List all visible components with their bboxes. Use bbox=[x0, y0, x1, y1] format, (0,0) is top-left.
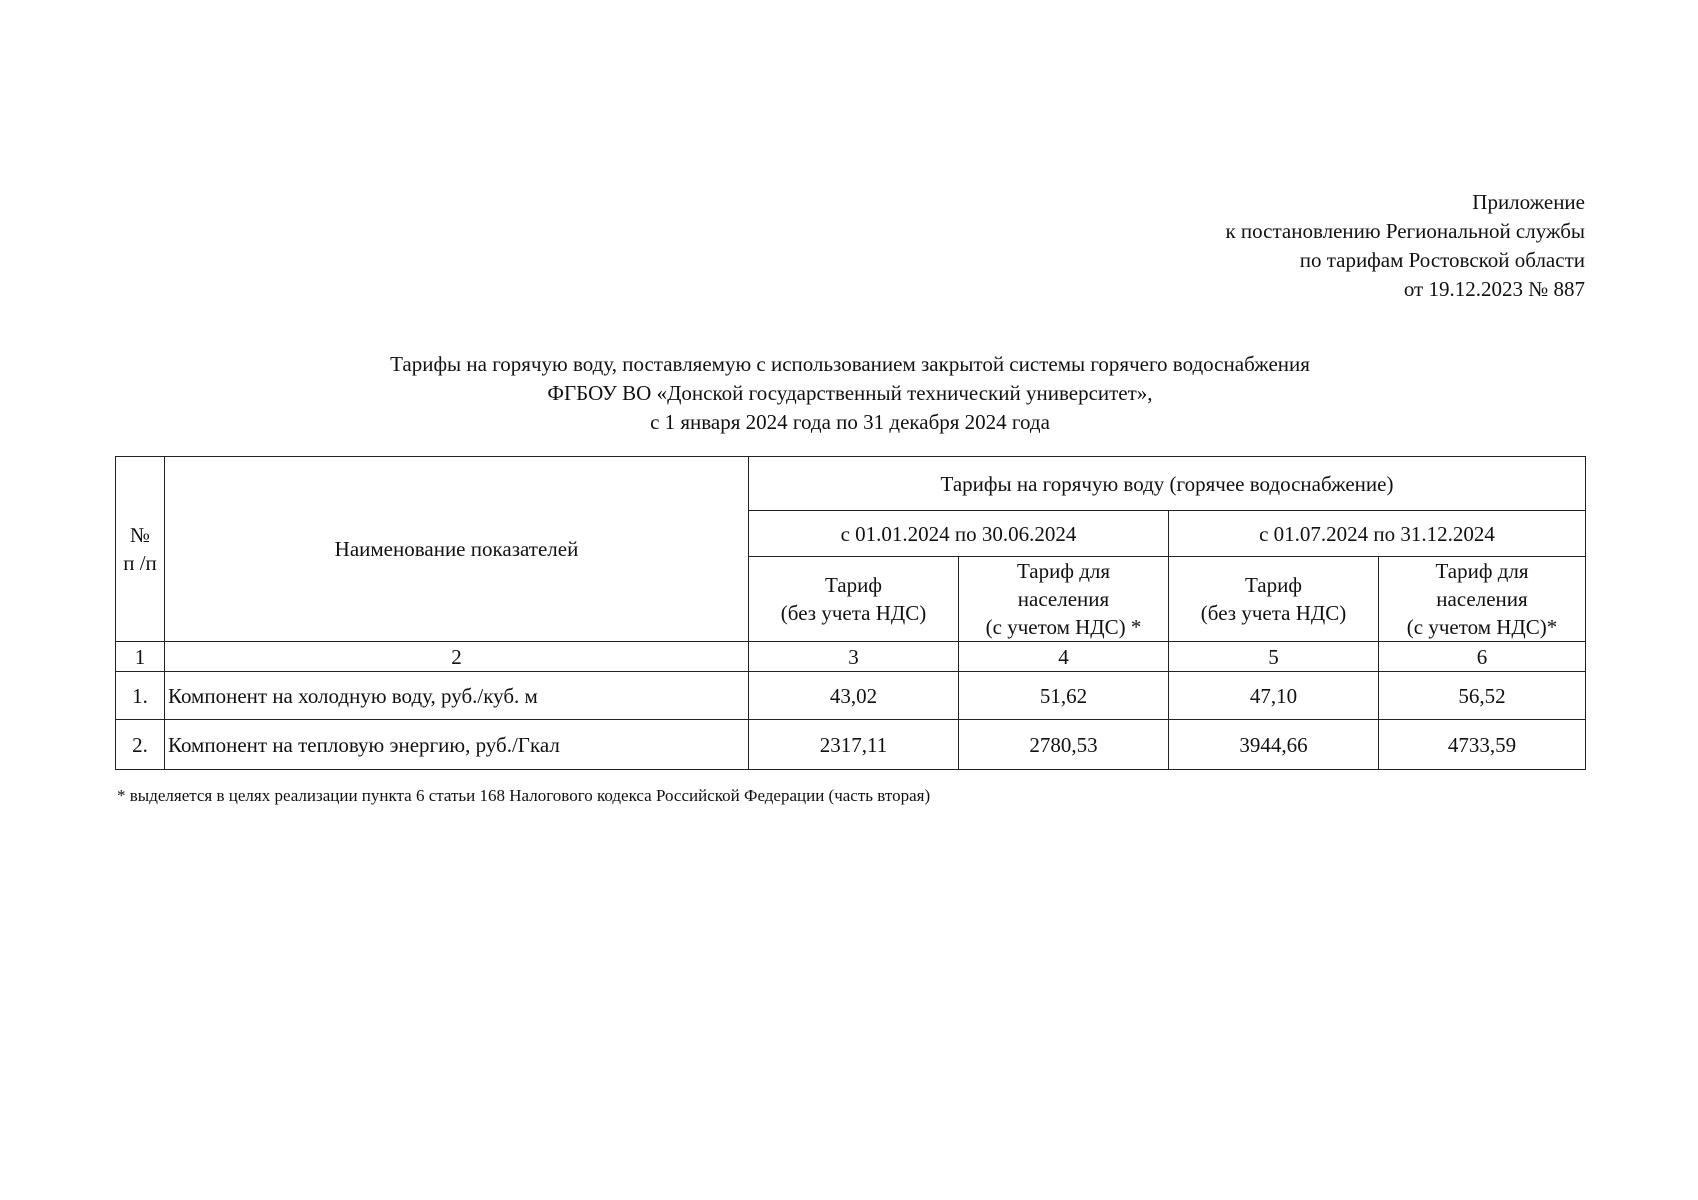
table-row bbox=[116, 720, 1586, 770]
row-value: 2317,11 bbox=[749, 720, 959, 770]
column-number-cell: 2 bbox=[165, 642, 749, 672]
appendix-line-4: от 19.12.2023 № 887 bbox=[1403, 277, 1585, 301]
column-number-cell: 1 bbox=[116, 642, 165, 672]
footnote: * выделяется в целях реализации пункта 6 статьи 168 Налогового кодекса Российской Федерации (часть вторая) bbox=[117, 786, 931, 805]
header-name: Наименование показателей bbox=[165, 457, 749, 642]
header-col-6-line-1: Тариф для bbox=[1435, 559, 1529, 583]
row-value: 43,02 bbox=[749, 672, 959, 720]
header-group: Тарифы на горячую воду (горячее водоснабжение) bbox=[749, 457, 1586, 511]
document-title bbox=[115, 350, 1585, 437]
header-number-symbol: № bbox=[129, 523, 151, 547]
header-col-3-line-1: Тариф bbox=[825, 573, 882, 597]
header-col-5-line-1: Тариф bbox=[1245, 573, 1302, 597]
title-line-2: ФГБОУ ВО «Донской государственный технический университет», bbox=[547, 381, 1153, 405]
header-col-4-line-1: Тариф для bbox=[1016, 559, 1111, 583]
appendix-block bbox=[1225, 188, 1585, 304]
header-col-4 bbox=[959, 557, 1169, 642]
header-col-3-line-2: (без учета НДС) bbox=[780, 601, 927, 625]
title-line-1: Тарифы на горячую воду, поставляемую с использованием закрытой системы горячего водоснабжения bbox=[390, 352, 1310, 376]
column-number-row bbox=[116, 642, 1586, 672]
header-col-5 bbox=[1169, 557, 1379, 642]
row-value: 47,10 bbox=[1169, 672, 1379, 720]
appendix-line-2: к постановлению Региональной службы bbox=[1225, 219, 1585, 243]
tariffs-table bbox=[115, 456, 1586, 770]
header-col-4-line-2: населения bbox=[1017, 587, 1110, 611]
row-value: 51,62 bbox=[959, 672, 1169, 720]
row-name: Компонент на тепловую энергию, руб./Гкал bbox=[165, 720, 749, 770]
header-number bbox=[116, 457, 165, 642]
header-col-6-line-3: (с учетом НДС)* bbox=[1406, 615, 1558, 639]
table-row bbox=[116, 672, 1586, 720]
row-value: 56,52 bbox=[1379, 672, 1586, 720]
header-col-5-line-2: (без учета НДС) bbox=[1200, 601, 1347, 625]
appendix-line-3: по тарифам Ростовской области bbox=[1299, 248, 1585, 272]
header-col-6-line-2: населения bbox=[1436, 587, 1528, 611]
row-value: 3944,66 bbox=[1169, 720, 1379, 770]
column-number-cell: 5 bbox=[1169, 642, 1379, 672]
row-number: 1. bbox=[116, 672, 165, 720]
row-value: 2780,53 bbox=[959, 720, 1169, 770]
column-number-cell: 4 bbox=[959, 642, 1169, 672]
header-col-6 bbox=[1379, 557, 1586, 642]
header-col-4-line-3: (с учетом НДС) * bbox=[985, 615, 1142, 639]
header-number-abbrev: п /п bbox=[123, 551, 157, 575]
column-number-cell: 6 bbox=[1379, 642, 1586, 672]
header-period-1: с 01.01.2024 по 30.06.2024 bbox=[749, 511, 1169, 557]
row-value: 4733,59 bbox=[1379, 720, 1586, 770]
title-line-3: с 1 января 2024 года по 31 декабря 2024 года bbox=[650, 410, 1050, 434]
header-row-1 bbox=[116, 457, 1586, 511]
header-col-3 bbox=[749, 557, 959, 642]
column-number-cell: 3 bbox=[749, 642, 959, 672]
appendix-line-1: Приложение bbox=[1472, 190, 1585, 214]
row-name: Компонент на холодную воду, руб./куб. м bbox=[165, 672, 749, 720]
header-period-2: с 01.07.2024 по 31.12.2024 bbox=[1169, 511, 1586, 557]
row-number: 2. bbox=[116, 720, 165, 770]
